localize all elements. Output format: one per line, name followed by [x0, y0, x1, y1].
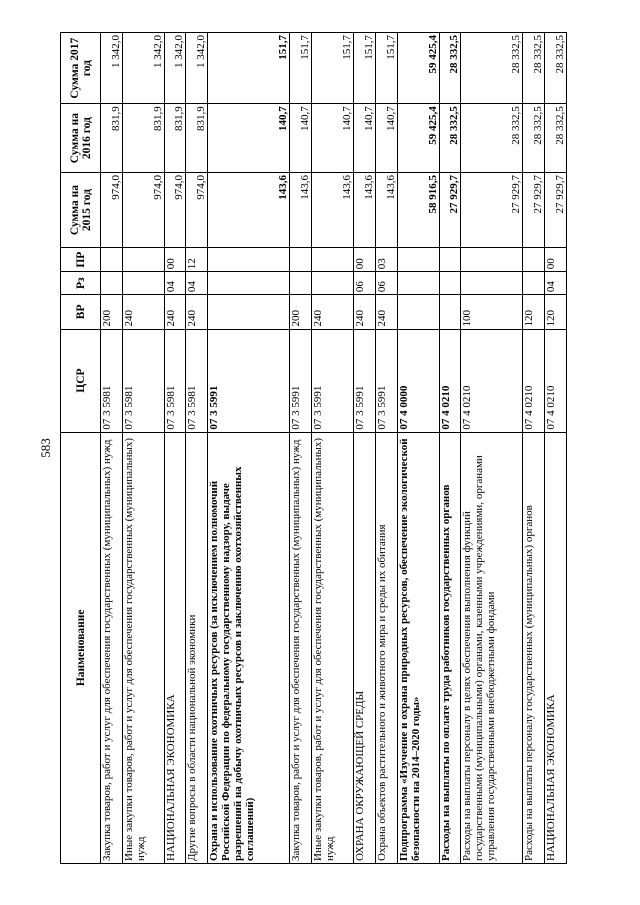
- row-vr: 240: [186, 295, 208, 329]
- row-name: Закупка товаров, работ и услуг для обеспечения государственных (муниципальных) нужд: [101, 432, 123, 863]
- row-name: Иные закупки товаров, работ и услуг для обеспечения государственных (муниципальных) нужд: [312, 432, 354, 863]
- row-csr: 07 4 0000: [397, 329, 439, 432]
- row-csr: 07 4 0210: [439, 329, 461, 432]
- row-rz: [523, 272, 545, 295]
- row-rz: 04: [186, 272, 208, 295]
- row-sum-2016: 831,9: [164, 104, 186, 173]
- row-vr: [208, 295, 290, 329]
- row-name: НАЦИОНАЛЬНАЯ ЭКОНОМИКА: [164, 432, 186, 863]
- row-sum-2016: 140,7: [354, 104, 376, 173]
- row-pr: [397, 248, 439, 272]
- column-header: ПР: [61, 248, 101, 272]
- row-csr: 07 3 5991: [354, 329, 376, 432]
- row-sum-2017: 28 332,5: [461, 33, 523, 104]
- row-sum-2015: 974,0: [164, 173, 186, 248]
- row-csr: 07 4 0210: [545, 329, 567, 432]
- table-row: [523, 33, 545, 864]
- row-vr: 240: [122, 295, 164, 329]
- row-sum-2015: 143,6: [290, 173, 312, 248]
- row-csr: 07 3 5991: [290, 329, 312, 432]
- row-name: Закупка товаров, работ и услуг для обеспечения государственных (муниципальных) нужд: [290, 432, 312, 863]
- row-sum-2016: 28 332,5: [545, 104, 567, 173]
- row-rz: 04: [164, 272, 186, 295]
- row-pr: [208, 248, 290, 272]
- row-pr: [312, 248, 354, 272]
- row-rz: [208, 272, 290, 295]
- row-name: Охрана и использование охотничьих ресурсов (за исключением полномочий Российской Федерации по федеральному государственному надзору, выдаче разрешений на добычу охотничьих ресурсов и заключению охотхозяйственных соглашений): [208, 432, 290, 863]
- column-header: ВР: [61, 295, 101, 329]
- row-sum-2017: 1 342,0: [186, 33, 208, 104]
- row-sum-2015: 27 929,7: [461, 173, 523, 248]
- row-pr: 12: [186, 248, 208, 272]
- row-vr: 240: [312, 295, 354, 329]
- table-row: [545, 33, 567, 864]
- row-csr: 07 3 5991: [208, 329, 290, 432]
- row-sum-2017: 1 342,0: [164, 33, 186, 104]
- row-vr: 120: [523, 295, 545, 329]
- row-sum-2016: 831,9: [122, 104, 164, 173]
- row-vr: [439, 295, 461, 329]
- table-row: [312, 33, 354, 864]
- row-sum-2017: 28 332,5: [523, 33, 545, 104]
- column-header: ЦСР: [61, 329, 101, 432]
- row-sum-2017: 151,7: [354, 33, 376, 104]
- row-sum-2015: 27 929,7: [545, 173, 567, 248]
- row-rz: [122, 272, 164, 295]
- row-sum-2017: 1 342,0: [122, 33, 164, 104]
- row-rz: [290, 272, 312, 295]
- row-sum-2017: 59 425,4: [397, 33, 439, 104]
- row-name: ОХРАНА ОКРУЖАЮЩЕЙ СРЕДЫ: [354, 432, 376, 863]
- row-sum-2015: 27 929,7: [439, 173, 461, 248]
- row-vr: [397, 295, 439, 329]
- table-row: [186, 33, 208, 864]
- row-sum-2016: 28 332,5: [439, 104, 461, 173]
- row-sum-2017: 28 332,5: [439, 33, 461, 104]
- row-rz: 04: [545, 272, 567, 295]
- column-header: Сумма на 2015 год: [61, 173, 101, 248]
- row-csr: 07 4 0210: [523, 329, 545, 432]
- row-sum-2016: 831,9: [101, 104, 123, 173]
- row-sum-2017: 28 332,5: [545, 33, 567, 104]
- row-csr: 07 3 5991: [312, 329, 354, 432]
- row-rz: [397, 272, 439, 295]
- row-rz: [101, 272, 123, 295]
- row-name: Расходы на выплаты персоналу в целях обеспечения выполнения функций государственными (муниципальными) органами, казенными учреждениями, органами управления государственными внебюджетными фондами: [461, 432, 523, 863]
- row-vr: 240: [354, 295, 376, 329]
- page-number: 583: [37, 438, 53, 458]
- table-row: [375, 33, 397, 864]
- row-sum-2017: 151,7: [208, 33, 290, 104]
- row-name: Подпрограмма «Изучение и охрана природных ресурсов, обеспечение экологической безопасности на 2014–2020 годы»: [397, 432, 439, 863]
- row-rz: [439, 272, 461, 295]
- row-vr: 200: [101, 295, 123, 329]
- budget-table-container: [60, 32, 567, 864]
- row-pr: [461, 248, 523, 272]
- table-row: [461, 33, 523, 864]
- row-pr: [122, 248, 164, 272]
- row-sum-2015: 27 929,7: [523, 173, 545, 248]
- row-sum-2017: 151,7: [290, 33, 312, 104]
- header-row: [61, 33, 101, 864]
- row-sum-2017: 1 342,0: [101, 33, 123, 104]
- row-name: Расходы на выплаты по оплате труда работников государственных органов: [439, 432, 461, 863]
- table-row: [208, 33, 290, 864]
- row-rz: 06: [375, 272, 397, 295]
- column-header: Сумма на 2016 год: [61, 104, 101, 173]
- row-sum-2016: 140,7: [290, 104, 312, 173]
- table-row: [101, 33, 123, 864]
- row-csr: 07 3 5991: [375, 329, 397, 432]
- row-csr: 07 3 5981: [164, 329, 186, 432]
- row-csr: 07 3 5981: [122, 329, 164, 432]
- row-name: НАЦИОНАЛЬНАЯ ЭКОНОМИКА: [545, 432, 567, 863]
- column-header: Рз: [61, 272, 101, 295]
- row-pr: 03: [375, 248, 397, 272]
- row-csr: 07 3 5981: [101, 329, 123, 432]
- column-header: Сумма 2017 год: [61, 33, 101, 104]
- row-rz: [312, 272, 354, 295]
- row-sum-2015: 143,6: [375, 173, 397, 248]
- row-rz: 06: [354, 272, 376, 295]
- row-name: Иные закупки товаров, работ и услуг для обеспечения государственных (муниципальных) нужд: [122, 432, 164, 863]
- row-sum-2015: 143,6: [208, 173, 290, 248]
- table-row: [164, 33, 186, 864]
- row-sum-2016: 28 332,5: [523, 104, 545, 173]
- row-sum-2015: 143,6: [312, 173, 354, 248]
- row-csr: 07 4 0210: [461, 329, 523, 432]
- row-rz: [461, 272, 523, 295]
- row-pr: 00: [164, 248, 186, 272]
- table-row: [290, 33, 312, 864]
- row-sum-2015: 974,0: [101, 173, 123, 248]
- row-sum-2016: 28 332,5: [461, 104, 523, 173]
- row-sum-2016: 140,7: [312, 104, 354, 173]
- column-header: Наименование: [61, 432, 101, 863]
- row-sum-2016: 59 425,4: [397, 104, 439, 173]
- row-vr: 240: [164, 295, 186, 329]
- row-name: Другие вопросы в области национальной экономики: [186, 432, 208, 863]
- row-sum-2015: 974,0: [122, 173, 164, 248]
- row-sum-2015: 58 916,5: [397, 173, 439, 248]
- row-sum-2016: 140,7: [375, 104, 397, 173]
- row-vr: 200: [290, 295, 312, 329]
- table-row: [354, 33, 376, 864]
- row-pr: 00: [545, 248, 567, 272]
- row-vr: 100: [461, 295, 523, 329]
- table-row: [397, 33, 439, 864]
- row-sum-2016: 831,9: [186, 104, 208, 173]
- row-sum-2016: 140,7: [208, 104, 290, 173]
- row-sum-2015: 143,6: [354, 173, 376, 248]
- row-pr: 00: [354, 248, 376, 272]
- row-name: Охрана объектов растительного и животного мира и среды их обитания: [375, 432, 397, 863]
- row-pr: [439, 248, 461, 272]
- budget-table: [60, 32, 567, 864]
- row-vr: 240: [375, 295, 397, 329]
- row-name: Расходы на выплаты персоналу государственных (муниципальных) органов: [523, 432, 545, 863]
- row-sum-2017: 151,7: [312, 33, 354, 104]
- row-pr: [523, 248, 545, 272]
- row-sum-2017: 151,7: [375, 33, 397, 104]
- row-csr: 07 3 5981: [186, 329, 208, 432]
- table-row: [122, 33, 164, 864]
- row-vr: 120: [545, 295, 567, 329]
- row-pr: [101, 248, 123, 272]
- table-row: [439, 33, 461, 864]
- row-sum-2015: 974,0: [186, 173, 208, 248]
- row-pr: [290, 248, 312, 272]
